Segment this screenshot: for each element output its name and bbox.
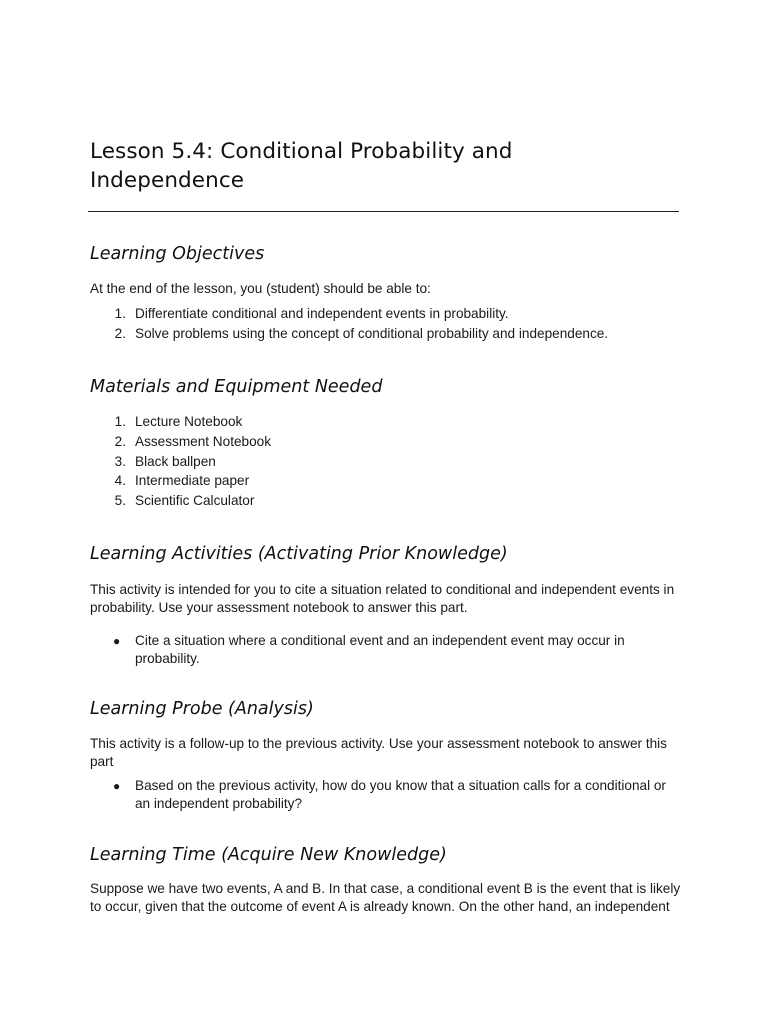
title-divider: [88, 211, 679, 212]
bullet-icon: ●: [113, 779, 121, 793]
objectives-intro: At the end of the lesson, you (student) should be able to:: [90, 281, 431, 296]
list-item: 2 . Assessment Notebook: [90, 433, 682, 453]
list-item: 1 . Differentiate conditional and independent events in probability.: [90, 305, 682, 325]
list-item: 3 . Black ballpen: [90, 453, 682, 473]
probe-bullets: [90, 777, 682, 813]
probe-heading: Learning Probe (Analysis): [90, 699, 314, 719]
bullet-icon: ●: [113, 634, 121, 648]
activities-intro: This activity is intended for you to cite a situation related to conditional and independent events in probability. Use your assessment notebook to answer this part.: [90, 582, 675, 615]
list-item: 1 . Lecture Notebook: [90, 413, 682, 433]
learning-time-body: Suppose we have two events, A and B. In that case, a conditional event B is the event that is likely to occur, given that the outcome of event A is already known. On the other hand, an independent: [90, 881, 681, 914]
list-item: ● Based on the previous activity, how do you know that a situation calls for a conditional or an independent probability?: [113, 778, 666, 811]
materials-list: [90, 413, 682, 512]
activities-heading: Learning Activities (Activating Prior Knowledge): [90, 544, 508, 564]
probe-intro: This activity is a follow-up to the previous activity. Use your assessment notebook to answer this part: [90, 736, 667, 769]
list-item: 2 . Solve problems using the concept of conditional probability and independence.: [90, 325, 682, 345]
objectives-list: [90, 305, 682, 345]
materials-heading: Materials and Equipment Needed: [90, 377, 383, 397]
activities-bullets: [90, 632, 682, 668]
learning-time-heading: Learning Time (Acquire New Knowledge): [90, 845, 447, 865]
list-item: 4 . Intermediate paper: [90, 472, 682, 492]
objectives-heading: Learning Objectives: [90, 244, 265, 264]
list-item: 5 . Scientific Calculator: [90, 492, 682, 512]
lesson-title: Lesson 5.4: Conditional Probability and Independence: [90, 139, 513, 193]
list-item: ● Cite a situation where a conditional event and an independent event may occur in probability.: [113, 633, 625, 666]
